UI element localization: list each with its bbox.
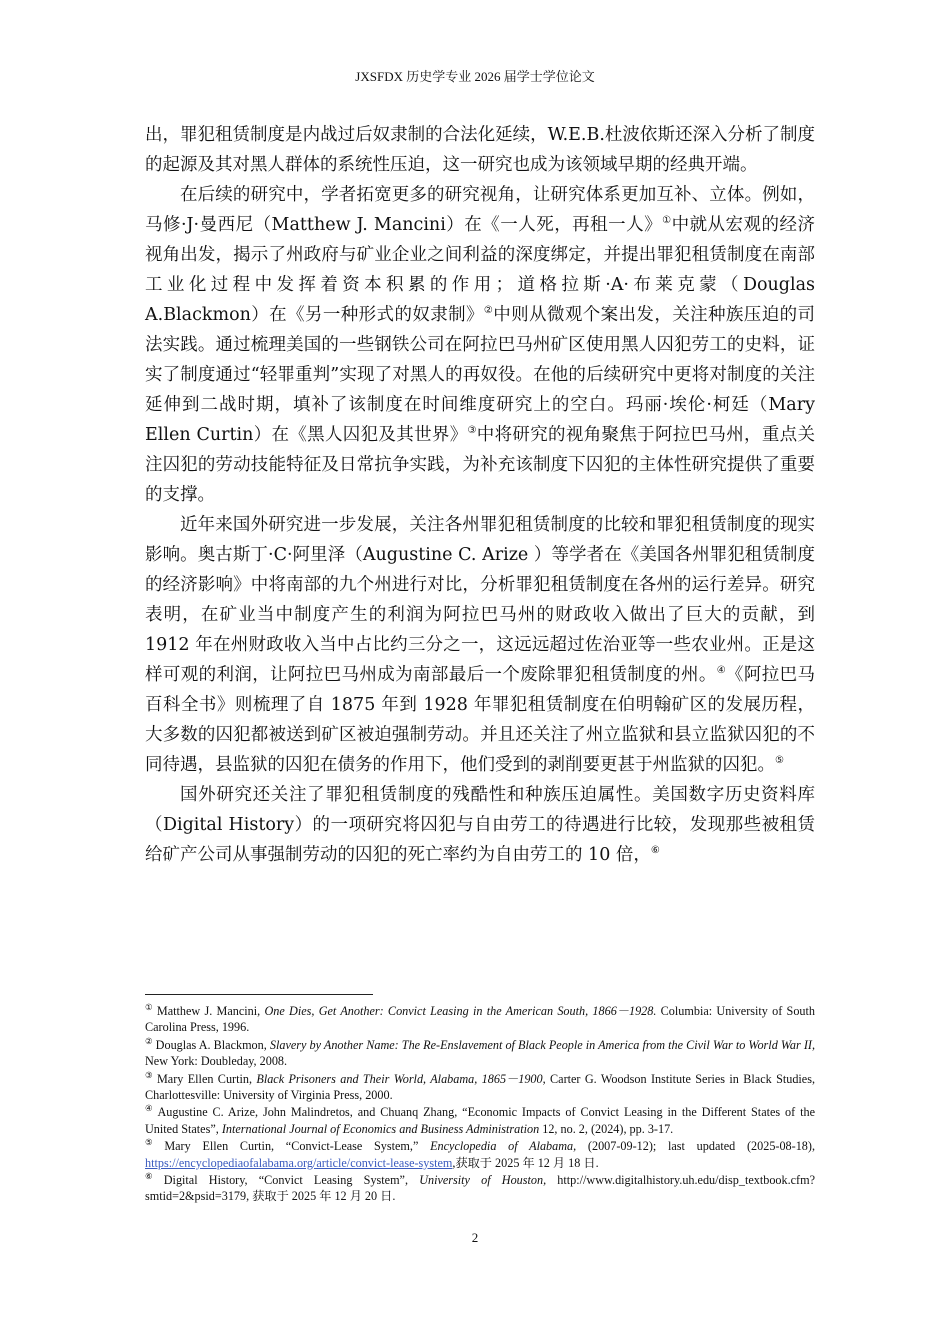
paragraph-recent-research: [145, 510, 815, 780]
text-span: 国外研究还关注了罪犯租赁制度的残酷性和种族压迫属性。美国数字历史资料库（Digital History）的一项研究将囚犯与自由劳工的待遇进行比较，发现那些被租赁给矿产公司从事强制劳动的囚犯的死亡率约为自由劳工的 10 倍，: [145, 785, 815, 865]
footnote-text: Columbia: University of South Carolina Press, 1996.: [145, 1004, 816, 1035]
footnote-ref-5[interactable]: ⑤: [775, 755, 784, 767]
footnote-number: ⑤: [145, 1137, 162, 1148]
text-span: 《阿拉巴马百科全书》则梳理了自 1875 年到 1928 年罪犯租赁制度在伯明翰矿区的发展历程，大多数的囚犯都被送到矿区被迫强制劳动。并且还关注了州立监狱和县立监狱囚犯的不同待遇，县监狱的囚犯在债务的作用下，他们受到的剥削要更甚于州监狱的囚犯。: [145, 665, 816, 775]
footnote-text: New York: Doubleday, 2008.: [145, 1054, 288, 1069]
footnote-4: [145, 1104, 815, 1137]
footnote-2: [145, 1037, 815, 1070]
paragraph-brutality: [145, 780, 815, 870]
footnote-number: ④: [145, 1103, 155, 1114]
footnotes: [145, 1003, 815, 1206]
footnote-3: [145, 1071, 815, 1104]
footnote-text: 12, no. 2, (2024), pp. 3-17.: [539, 1121, 674, 1136]
footnote-5: [145, 1138, 815, 1171]
text-span: 在后续的研究中，学者拓宽更多的研究视角，让研究体系更加互补、立体。例如，马修·J·曼西尼（Matthew J. Mancini）在《一人死，再租一人》: [145, 185, 815, 235]
running-header: JXSFDX 历史学专业 2026 届学士学位论文: [355, 69, 595, 84]
footnote-link[interactable]: https://encyclopediaofalabama.org/article/convict-lease-system: [145, 1155, 453, 1170]
footnote-6: [145, 1172, 815, 1205]
footnote-text: Matthew J. Mancini,: [156, 1004, 265, 1018]
footnote-title: Encyclopedia of Alabama,: [430, 1139, 577, 1154]
footnote-text: Augustine C. Arize, John Malindretos, and Chuanq Zhang, “Economic Impacts of Convict Leasing in the Different States of the United States”,: [145, 1105, 816, 1136]
footnote-number: ⑥: [145, 1171, 161, 1181]
footnote-title: Black Prisoners and Their World, Alabama, 1865－1900,: [256, 1071, 546, 1086]
footnote-text: Douglas A. Blackmon,: [155, 1037, 270, 1052]
footnote-number: ③: [145, 1069, 154, 1080]
footnote-ref-3[interactable]: ③: [467, 425, 477, 437]
text-span: 近年来国外研究进一步发展，关注各州罪犯租赁制度的比较和罪犯租赁制度的现实影响。奥古斯丁·C·阿里泽（Augustine C. Arize ）等学者在《美国各州罪犯租赁制度的经济影响》中将南部的九个州进行对比，分析罪犯租赁制度在各州的运行差异。研究表明，在矿业当中制度产生的利润为阿拉巴马州的财政收入做出了巨大的贡献，到 1912 年在州财政收入当中占比约三分之一，这远远超过佐治亚等一些农业州。正是这样可观的利润，让阿拉巴马州成为南部最后一个废除罪犯租赁制度的州。: [145, 515, 815, 685]
body-text: [145, 120, 815, 870]
footnote-title: University of Houston,: [419, 1173, 547, 1188]
footnote-title: International Journal of Economics and Business Administration: [221, 1121, 540, 1136]
footnote-text: Mary Ellen Curtin, “Convict-Lease System,”: [164, 1139, 431, 1154]
paragraph-continued: 出，罪犯租赁制度是内战过后奴隶制的合法化延续，W.E.B.杜波依斯还深入分析了制度的起源及其对黑人群体的系统性压迫，这一研究也成为该领域早期的经典开端。: [145, 125, 815, 175]
footnote-text: ,获取于 2025 年 12 月 18 日.: [452, 1155, 599, 1170]
footnote-text: Carter G. Woodson Institute Series in Black Studies, Charlottesville: University of Virginia Press, 2000.: [145, 1071, 816, 1103]
footnote-title: Slavery by Another Name: The Re-Enslavement of Black People in America from the Civil War to World War II,: [269, 1037, 815, 1052]
footnote-separator: [145, 994, 373, 995]
text-span: 中将研究的视角聚焦于阿拉巴马州，重点关注囚犯的劳动技能特征及日常抗争实践，为补充该制度下囚犯的主体性研究提供了重要的支撑。: [145, 425, 815, 505]
footnote-text: http://www.digitalhistory.uh.edu/disp_textbook.cfm?smtid=2&psid=3179, 获取于 2025 年 12 月 20 日.: [145, 1173, 816, 1204]
footnote-ref-1[interactable]: ①: [662, 215, 672, 227]
footnote-title: One Dies, Get Another: Convict Leasing in the American South, 1866－1928.: [264, 1004, 657, 1018]
footnote-number: ②: [145, 1035, 153, 1046]
footnote-text: Digital History, “Convict Leasing System”,: [163, 1173, 420, 1188]
text-span: 中则从微观个案出发，关注种族压迫的司法实践。通过梳理美国的一些钢铁公司在阿拉巴马州矿区使用黑人囚犯劳工的史料，证实了制度通过“轻罪重判”实现了对黑人的再奴役。在他的后续研究中更将对制度的关注延伸到二战时期，填补了该制度在时间维度研究上的空白。玛丽·埃伦·柯廷（Mary Ellen Curtin）在《黑人囚犯及其世界》: [145, 305, 815, 445]
footnote-text: (2007-09-12); last updated (2025-08-18),: [576, 1139, 816, 1154]
footnote-ref-4[interactable]: ④: [716, 665, 727, 677]
footnote-text: Mary Ellen Curtin,: [156, 1071, 257, 1086]
page-number: 2: [471, 1230, 479, 1245]
footnote-1: [145, 1003, 815, 1036]
paragraph-research-perspectives: [145, 180, 815, 510]
footnote-ref-2[interactable]: ②: [483, 305, 494, 317]
footnote-number: ①: [145, 1001, 154, 1012]
footnote-ref-6[interactable]: ⑥: [650, 845, 660, 857]
text-span: 中就从宏观的经济视角出发，揭示了州政府与矿业企业之间利益的深度绑定，并提出罪犯租赁制度在南部工业化过程中发挥着资本积累的作用；道格拉斯·A·布莱克蒙（Douglas A.Blackmon）在《另一种形式的奴隶制》: [145, 215, 815, 325]
